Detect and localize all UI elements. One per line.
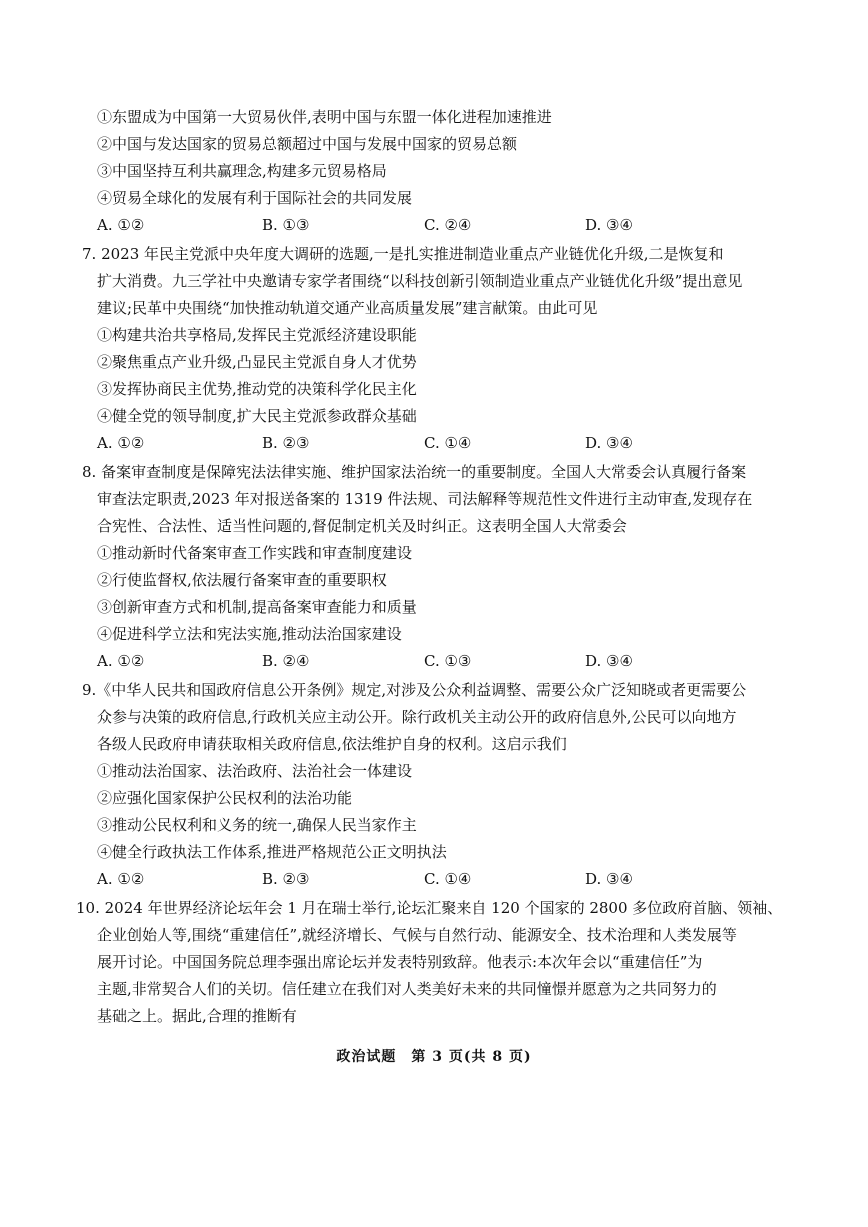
choice-d: D. ③④ (585, 216, 633, 234)
option-1: ①东盟成为中国第一大贸易伙伴,表明中国与东盟一体化进程加速推进 (97, 108, 552, 126)
option-4: ④贸易全球化的发展有利于国际社会的共同发展 (97, 189, 413, 207)
choice-a: A. ①② (97, 870, 145, 888)
choice-b: B. ②③ (262, 870, 310, 888)
choice-d: D. ③④ (585, 434, 633, 452)
choice-d: D. ③④ (585, 870, 633, 888)
option-3: ③创新审查方式和机制,提高备案审查能力和质量 (97, 598, 417, 616)
question-stem-line: 7. 2023 年民主党派中央年度大调研的选题,一是扎实推进制造业重点产业链优化升级,二是恢复和 (82, 245, 724, 263)
question-stem-line: 审查法定职责,2023 年对报送备案的 1319 件法规、司法解释等规范性文件进行主动审查,发现存在 (97, 490, 753, 508)
choice-c: C. ①④ (424, 870, 472, 888)
question-stem-line: 众参与决策的政府信息,行政机关应主动公开。除行政机关主动公开的政府信息外,公民可以向地方 (97, 708, 737, 726)
choice-b: B. ②③ (262, 434, 310, 452)
choice-b: B. ①③ (262, 216, 310, 234)
answer-choices (0, 433, 868, 453)
option-1: ①推动新时代备案审查工作实践和审查制度建设 (97, 544, 413, 562)
choice-c: C. ①④ (424, 434, 472, 452)
question-stem-line: 合宪性、合法性、适当性问题的,督促制定机关及时纠正。这表明全国人大常委会 (97, 517, 627, 535)
choice-d: D. ③④ (585, 652, 633, 670)
option-2: ②聚焦重点产业升级,凸显民主党派自身人才优势 (97, 353, 417, 371)
answer-choices (0, 215, 868, 235)
option-2: ②中国与发达国家的贸易总额超过中国与发展中国家的贸易总额 (97, 135, 518, 153)
choice-b: B. ②④ (262, 652, 310, 670)
option-4: ④健全党的领导制度,扩大民主党派参政群众基础 (97, 407, 417, 425)
option-4: ④促进科学立法和宪法实施,推动法治国家建设 (97, 625, 402, 643)
question-stem-line: 扩大消费。九三学社中央邀请专家学者围绕“以科技创新引领制造业重点产业链优化升级”提出意见 (97, 272, 743, 290)
question-stem-line: 主题,非常契合人们的关切。信任建立在我们对人类美好未来的共同憧憬并愿意为之共同努力的 (97, 980, 717, 998)
option-3: ③推动公民权利和义务的统一,确保人民当家作主 (97, 816, 417, 834)
question-stem-line: 8. 备案审查制度是保障宪法法律实施、维护国家法治统一的重要制度。全国人大常委会认真履行备案 (82, 463, 747, 481)
question-stem-line: 10. 2024 年世界经济论坛年会 1 月在瑞士举行,论坛汇聚来自 120 个国家的 2800 多位政府首脑、领袖、 (76, 899, 783, 917)
choice-c: C. ②④ (424, 216, 472, 234)
option-3: ③中国坚持互利共赢理念,构建多元贸易格局 (97, 162, 387, 180)
question-stem-line: 各级人民政府申请获取相关政府信息,依法维护自身的权利。这启示我们 (97, 735, 567, 753)
question-stem-line: 企业创始人等,围绕“重建信任”,就经济增长、气候与自然行动、能源安全、技术治理和人类发展等 (97, 926, 737, 944)
option-2: ②应强化国家保护公民权利的法治功能 (97, 789, 353, 807)
question-stem-line: 建议;民革中央围绕“加快推动轨道交通产业高质量发展”建言献策。由此可见 (97, 299, 598, 317)
option-3: ③发挥协商民主优势,推动党的决策科学化民主化 (97, 380, 417, 398)
choice-a: A. ①② (97, 216, 145, 234)
choice-a: A. ①② (97, 434, 145, 452)
answer-choices (0, 651, 868, 671)
question-stem-line: 展开讨论。中国国务院总理李强出席论坛并发表特别致辞。他表示:本次年会以“重建信任”为 (97, 953, 703, 971)
choice-c: C. ①③ (424, 652, 472, 670)
choice-a: A. ①② (97, 652, 145, 670)
option-1: ①推动法治国家、法治政府、法治社会一体建设 (97, 762, 413, 780)
option-1: ①构建共治共享格局,发挥民主党派经济建设职能 (97, 326, 417, 344)
option-4: ④健全行政执法工作体系,推进严格规范公正文明执法 (97, 843, 447, 861)
page-footer: 政治试题 第 3 页(共 8 页) (336, 1049, 532, 1065)
question-stem-line: 9.《中华人民共和国政府信息公开条例》规定,对涉及公众利益调整、需要公众广泛知晓或者更需要公 (82, 681, 747, 699)
answer-choices (0, 869, 868, 889)
question-stem-line: 基础之上。据此,合理的推断有 (97, 1007, 297, 1025)
option-2: ②行使监督权,依法履行备案审查的重要职权 (97, 571, 387, 589)
